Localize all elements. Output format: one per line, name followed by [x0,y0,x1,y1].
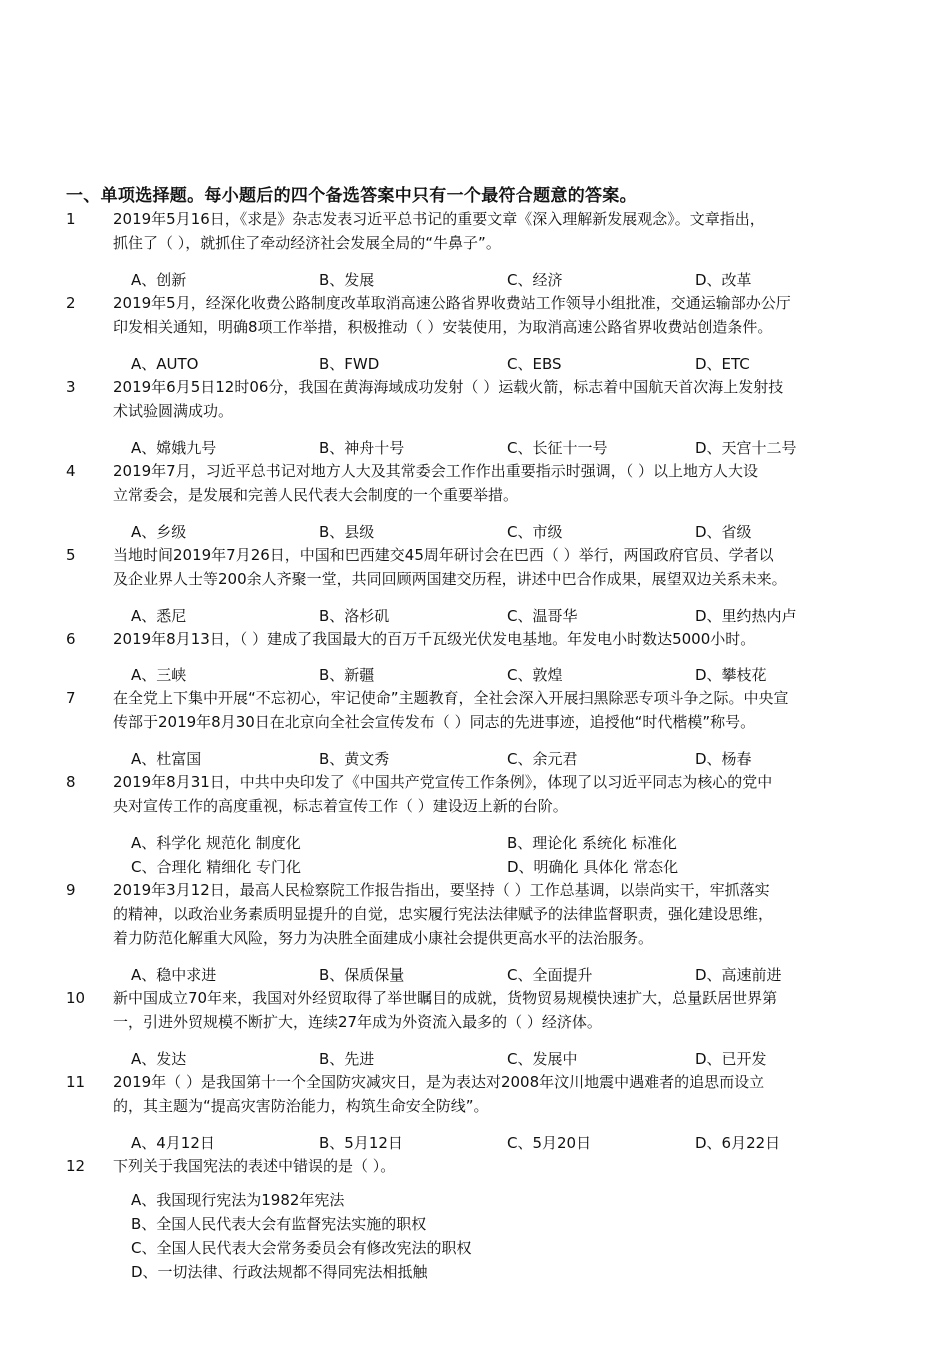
option-d[interactable]: D、改革 [695,271,752,289]
option-c[interactable]: C、发展中 [507,1050,578,1068]
question-text: 在全党上下集中开展“不忘初心，牢记使命”主题教育，全社会深入开展扫黑除恶专项斗争之际。中央宣 传部于2019年8月30日在北京向全社会宣传发布（ ）同志的先进事迹，追授他“时代楷模”称号。 [113,689,789,731]
question-number: 11 [66,1073,86,1091]
question-text: 2019年8月31日，中共中央印发了《中国共产党宣传工作条例》，体现了以习近平同志为核心的党中 央对宣传工作的高度重视，标志着宣传工作（ ）建设迈上新的台阶。 [113,773,773,815]
option-c[interactable]: C、5月20日 [507,1134,592,1152]
question-number: 4 [66,462,76,480]
option-d[interactable]: D、6月22日 [695,1134,781,1152]
option-c[interactable]: C、市级 [507,523,563,541]
question-number: 2 [66,294,76,312]
question-text: 新中国成立70年来，我国对外经贸取得了举世瞩目的成就，货物贸易规模快速扩大，总量跃居世界第 一，引进外贸规模不断扩大，连续27年成为外资流入最多的（ ）经济体。 [113,989,778,1031]
option-b[interactable]: B、理论化 系统化 标准化 [507,834,677,852]
option-a[interactable]: A、悉尼 [131,607,187,625]
option-a[interactable]: A、发达 [131,1050,187,1068]
option-c[interactable]: C、合理化 精细化 专门化 [131,858,302,876]
option-d[interactable]: D、一切法律、行政法规都不得同宪法相抵触 [131,1263,428,1281]
question-text: 下列关于我国宪法的表述中错误的是（ ）。 [113,1157,396,1175]
option-d[interactable]: D、省级 [695,523,752,541]
option-a[interactable]: A、杜富国 [131,750,202,768]
option-c[interactable]: C、经济 [507,271,563,289]
option-d[interactable]: D、杨春 [695,750,752,768]
option-a[interactable]: A、嫦娥九号 [131,439,217,457]
question-number: 9 [66,881,76,899]
option-b[interactable]: B、5月12日 [319,1134,403,1152]
option-d[interactable]: D、天宫十二号 [695,439,797,457]
option-c[interactable]: C、EBS [507,355,562,373]
question-text: 2019年7月，习近平总书记对地方人大及其常委会工作作出重要指示时强调，（ ）以上地方人大设 立常委会，是发展和完善人民代表大会制度的一个重要举措。 [113,462,758,504]
option-a[interactable]: A、稳中求进 [131,966,217,984]
option-b[interactable]: B、神舟十号 [319,439,405,457]
option-b[interactable]: B、全国人民代表大会有监督宪法实施的职权 [131,1215,427,1233]
option-d[interactable]: D、里约热内卢 [695,607,797,625]
option-b[interactable]: B、新疆 [319,666,375,684]
option-a[interactable]: A、创新 [131,271,187,289]
question-text: 2019年6月5日12时06分，我国在黄海海域成功发射（ ）运载火箭，标志着中国航天首次海上发射技 术试验圆满成功。 [113,378,784,420]
option-d[interactable]: D、高速前进 [695,966,782,984]
question-text: 2019年5月，经深化收费公路制度改革取消高速公路省界收费站工作领导小组批准，交通运输部办公厅 印发相关通知，明确8项工作举措，积极推动（ ）安装使用，为取消高速公路省界收费站创造条件。 [113,294,791,336]
option-a[interactable]: A、AUTO [131,355,199,373]
option-d[interactable]: D、明确化 具体化 常态化 [507,858,679,876]
option-d[interactable]: D、ETC [695,355,750,373]
section-title: 一、单项选择题。每小题后的四个备选答案中只有一个最符合题意的答案。 [66,186,637,206]
question-number: 7 [66,689,76,707]
option-b[interactable]: B、发展 [319,271,375,289]
question-number: 5 [66,546,76,564]
question-text: 2019年3月12日，最高人民检察院工作报告指出，要坚持（ ）工作总基调，以崇尚实干，牢抓落实 的精神，以政治业务素质明显提升的自觉，忠实履行宪法法律赋予的法律监督职责，强化建设思维， 着力防范化解重大风险，努力为决胜全面建成小康社会提供更高水平的法治服务。 [113,881,774,947]
option-b[interactable]: B、先进 [319,1050,375,1068]
question-text: 2019年8月13日，（ ）建成了我国最大的百万千瓦级光伏发电基地。年发电小时数达5000小时。 [113,630,756,648]
option-a[interactable]: A、4月12日 [131,1134,215,1152]
option-c[interactable]: C、全面提升 [507,966,593,984]
question-text: 2019年（ ）是我国第十一个全国防灾减灾日，是为表达对2008年汶川地震中遇难者的追思而设立 的，其主题为“提高灾害防治能力，构筑生命安全防线”。 [113,1073,765,1115]
option-d[interactable]: D、已开发 [695,1050,767,1068]
option-c[interactable]: C、全国人民代表大会常务委员会有修改宪法的职权 [131,1239,472,1257]
question-text: 当地时间2019年7月26日，中国和巴西建交45周年研讨会在巴西（ ）举行，两国政府官员、学者以 及企业界人士等200余人齐聚一堂，共同回顾两国建交历程，讲述中巴合作成果，展望双边关系未来。 [113,546,787,588]
option-a[interactable]: A、三峡 [131,666,187,684]
option-c[interactable]: C、敦煌 [507,666,563,684]
option-b[interactable]: B、县级 [319,523,375,541]
option-d[interactable]: D、攀枝花 [695,666,767,684]
option-b[interactable]: B、FWD [319,355,380,373]
option-c[interactable]: C、余元君 [507,750,578,768]
option-a[interactable]: A、科学化 规范化 制度化 [131,834,301,852]
option-c[interactable]: C、温哥华 [507,607,578,625]
option-b[interactable]: B、洛杉矶 [319,607,390,625]
question-number: 8 [66,773,76,791]
option-b[interactable]: B、保质保量 [319,966,405,984]
question-number: 3 [66,378,76,396]
question-number: 1 [66,210,76,228]
question-number: 10 [66,989,86,1007]
question-number: 6 [66,630,76,648]
question-number: 12 [66,1157,86,1175]
option-c[interactable]: C、长征十一号 [507,439,608,457]
option-a[interactable]: A、乡级 [131,523,187,541]
option-b[interactable]: B、黄文秀 [319,750,390,768]
question-text: 2019年5月16日，《求是》杂志发表习近平总书记的重要文章《深入理解新发展观念》。文章指出， 抓住了（ ），就抓住了牵动经济社会发展全局的“牛鼻子”。 [113,210,765,252]
option-a[interactable]: A、我国现行宪法为1982年宪法 [131,1191,345,1209]
